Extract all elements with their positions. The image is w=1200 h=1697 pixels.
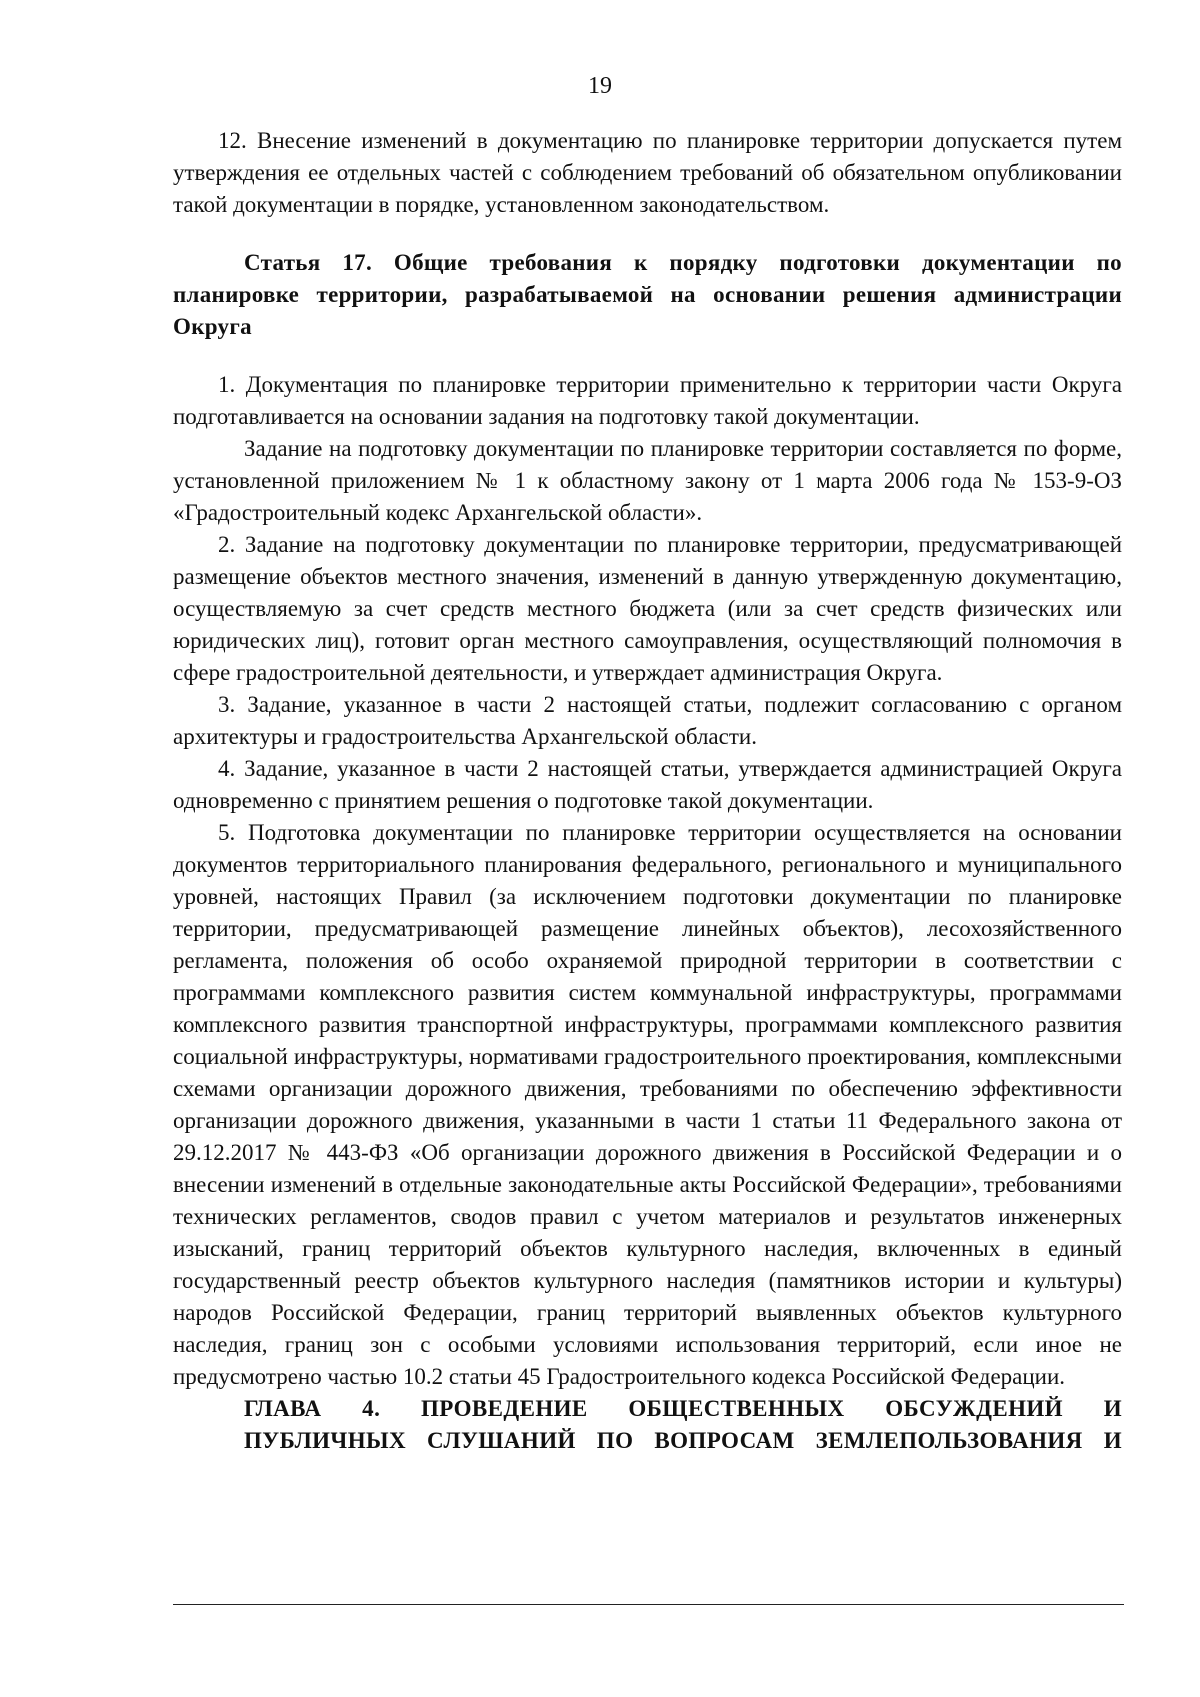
page-number: 19 [588,73,612,99]
paragraph-12: 12. Внесение изменений в документацию по планировке территории допускается путем утверждения ее отдельных частей с соблюдением требований об обязательном опубликовании такой документации в порядке, установленном законодательством. [173,128,1122,217]
paragraph-2: 2. Задание на подготовку документации по планировке территории, предусматривающей размещение объектов местного значения, изменений в данную утвержденную документацию, осуществляемую за счет средств местного бюджета (или за счет средств физических или юридических лиц), готовит орган местного самоуправления, осуществляющий полномочия в сфере градостроительной деятельности, и утверждает администрация Округа. [173,532,1122,685]
document-body [173,125,1122,1457]
chapter-heading-line-2: ПУБЛИЧНЫХ СЛУШАНИЙ ПО ВОПРОСАМ ЗЕМЛЕПОЛЬЗОВАНИЯ И [244,1428,1122,1453]
paragraph-3: 3. Задание, указанное в части 2 настоящей статьи, подлежит согласованию с органом архитектуры и градостроительства Архангельской области. [173,692,1122,749]
article-17-heading: Статья 17. Общие требования к порядку подготовки документации по планировке территории, разрабатываемой на основании решения администрации Округа [173,250,1122,339]
chapter-heading-line-1: ГЛАВА 4. ПРОВЕДЕНИЕ ОБЩЕСТВЕННЫХ ОБСУЖДЕНИЙ И [244,1396,1122,1421]
paragraph-5: 5. Подготовка документации по планировке территории осуществляется на основании документов территориального планирования федерального, регионального и муниципального уровней, настоящих Правил (за исключением подготовки документации по планировке территории, предусматривающей размещение линейных объектов), лесохозяйственного регламента, положения об особо охраняемой природной территории в соответствии с программами комплексного развития систем коммунальной инфраструктуры, программами комплексного развития транспортной инфраструктуры, программами комплексного развития социальной инфраструктуры, нормативами градостроительного проектирования, комплексными схемами организации дорожного движения, требованиями по обеспечению эффективности организации дорожного движения, указанными в части 1 статьи 11 Федерального закона от 29.12.2017 № 443-ФЗ «Об организации дорожного движения в Российской Федерации и о внесении изменений в отдельные законодательные акты Российской Федерации», требованиями технических регламентов, сводов правил с учетом материалов и результатов инженерных изысканий, границ территорий объектов культурного наследия, включенных в единый государственный реестр объектов культурного наследия (памятников истории и культуры) народов Российской Федерации, границ территорий выявленных объектов культурного наследия, границ зон с особыми условиями использования территорий, если иное не предусмотрено частью 10.2 статьи 45 Градостроительного кодекса Российской Федерации. [173,820,1122,1389]
chapter-4-heading [244,1393,1122,1457]
paragraph-1: 1. Документация по планировке территории применительно к территории части Округа подготавливается на основании задания на подготовку такой документации. [173,372,1122,429]
footer-divider [173,1604,1124,1605]
paragraph-1-task: Задание на подготовку документации по планировке территории составляется по форме, установленной приложением № 1 к областному закону от 1 марта 2006 года № 153-9-ОЗ «Градостроительный кодекс Архангельской области». [173,436,1122,525]
paragraph-4: 4. Задание, указанное в части 2 настоящей статьи, утверждается администрацией Округа одновременно с принятием решения о подготовке такой документации. [173,756,1122,813]
